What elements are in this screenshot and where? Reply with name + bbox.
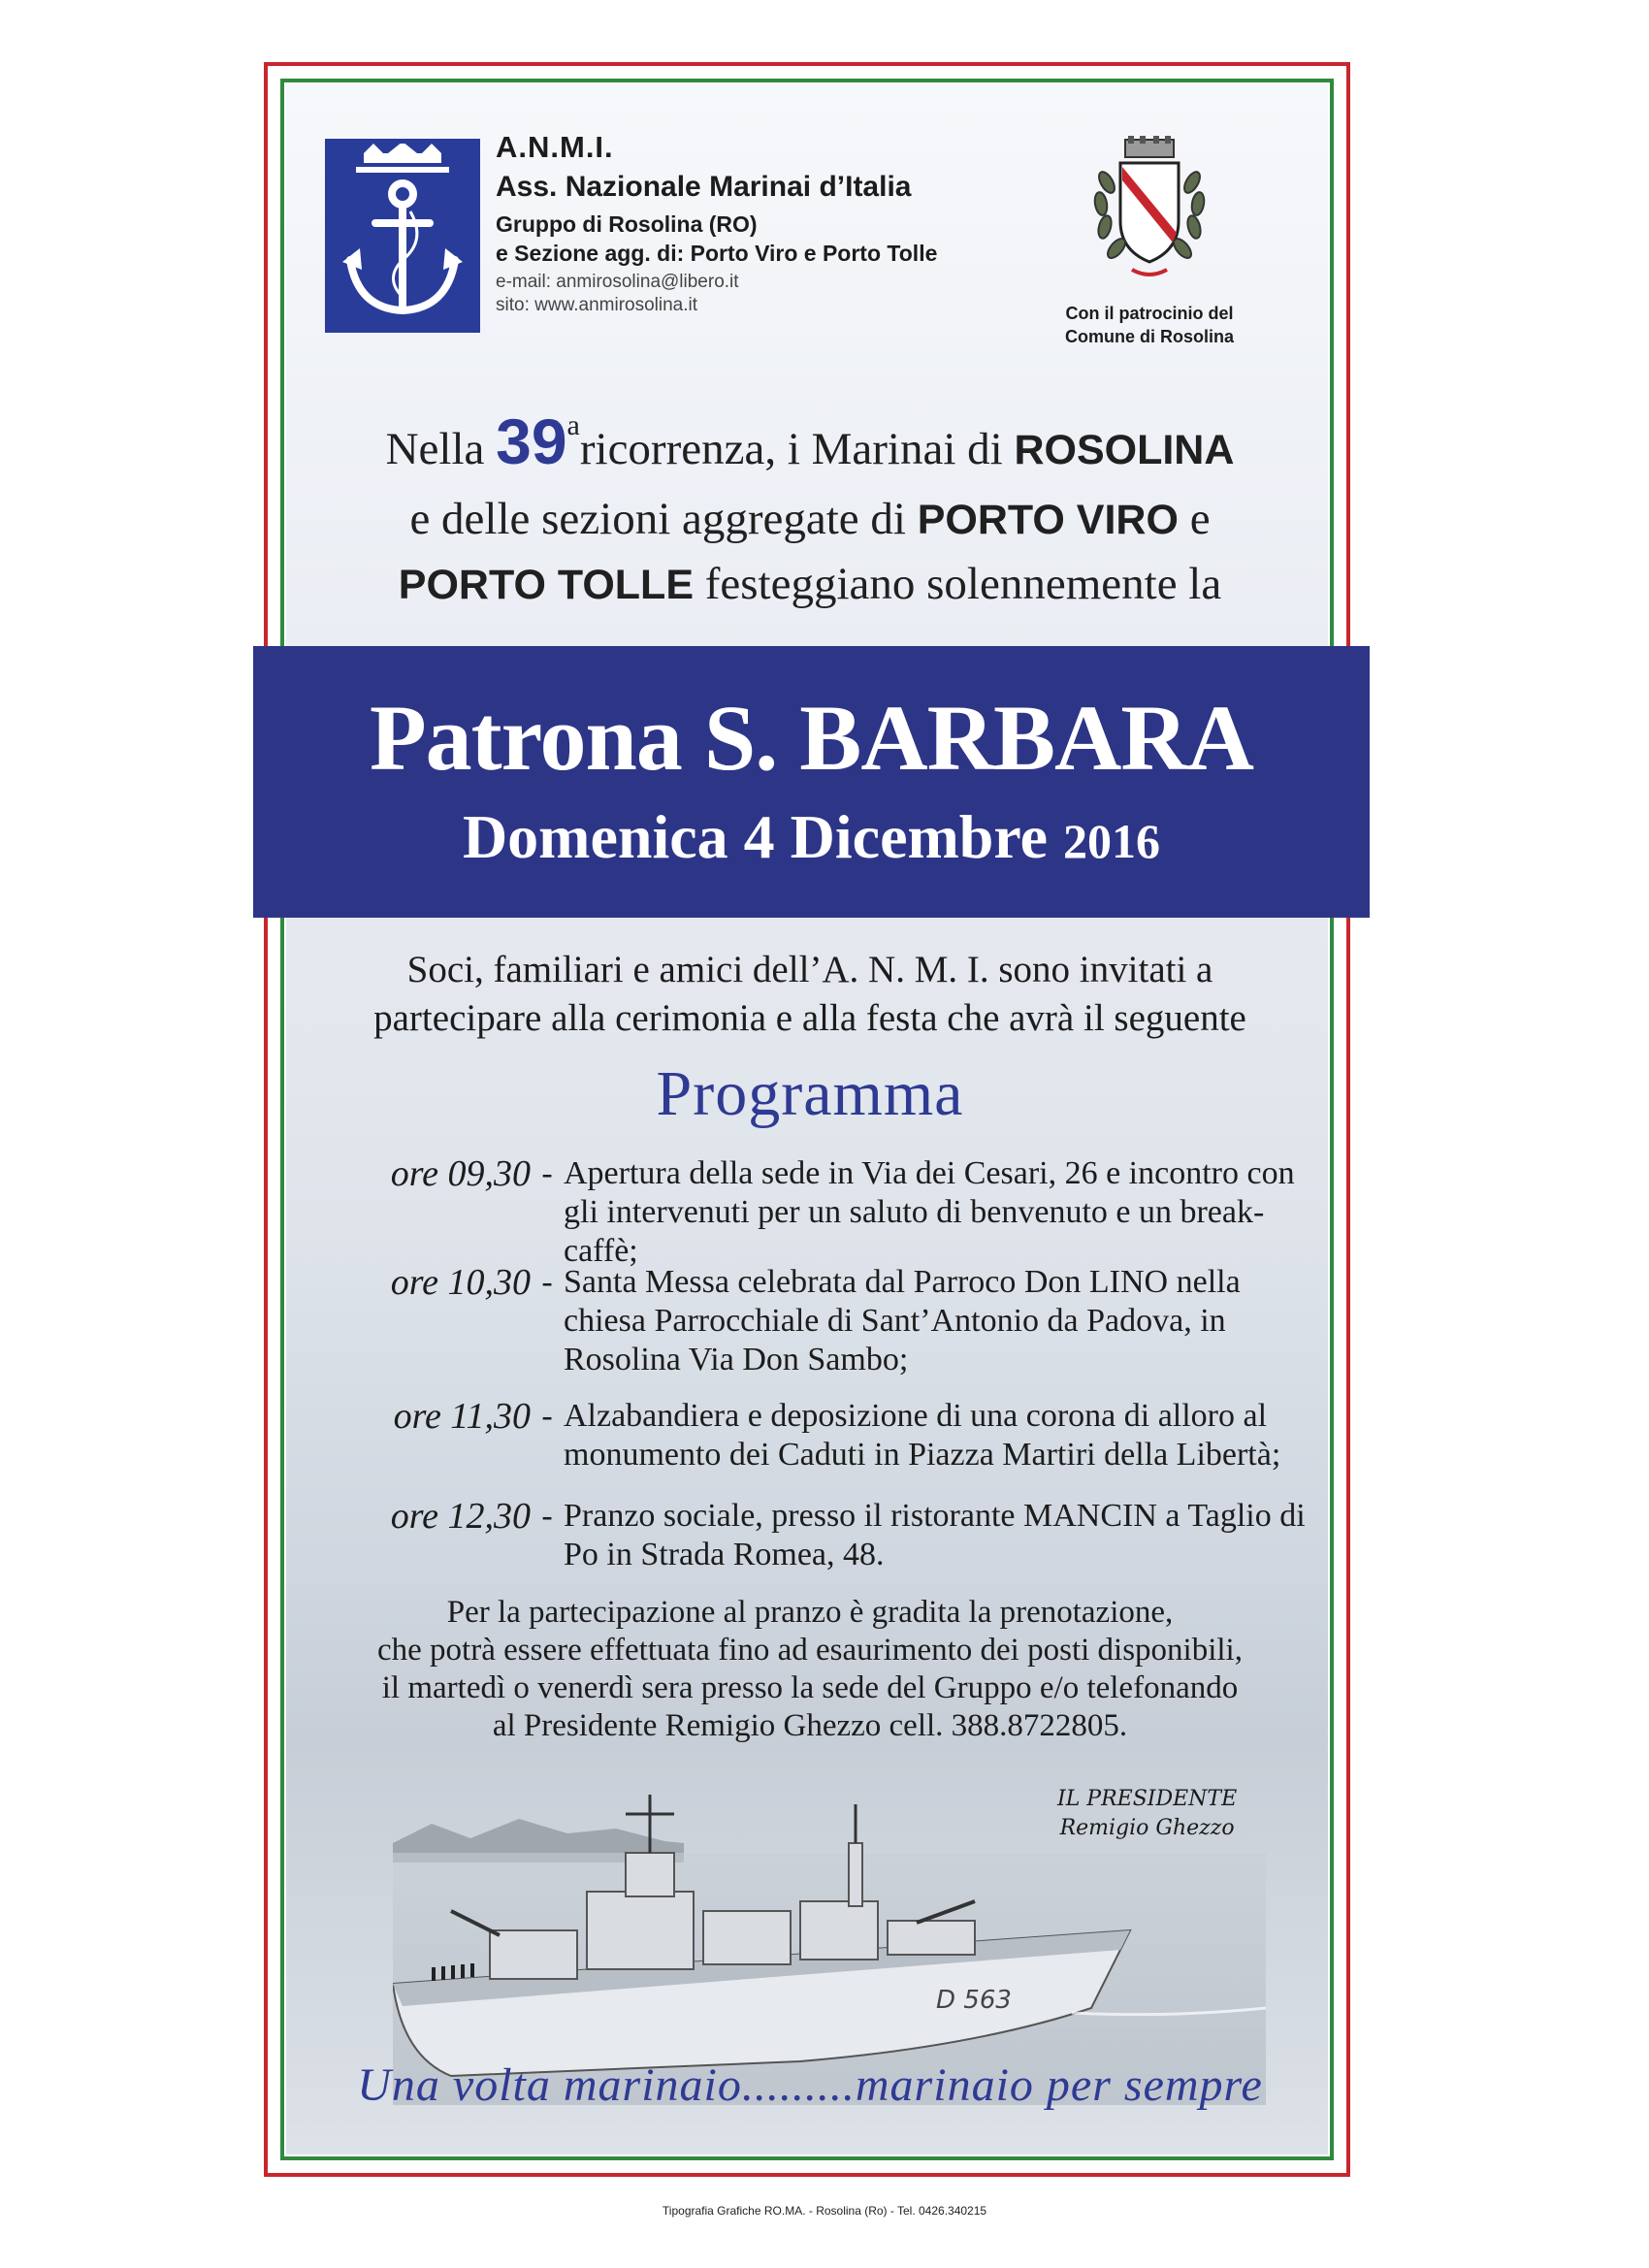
schedule-dash: -: [541, 1398, 553, 1434]
schedule-item: [335, 1263, 1314, 1379]
schedule-description: Santa Messa celebrata dal Parroco Don LINO nella chiesa Parrocchiale di Sant’Antonio da Padova, in Rosolina Via Don Sambo;: [564, 1264, 1241, 1377]
anmi-header: [496, 130, 937, 317]
motto: Una volta marinaio.........marinaio per sempre: [357, 2059, 1263, 2111]
schedule-description: Pranzo sociale, presso il ristorante MANCIN a Taglio di Po in Strada Romea, 48.: [564, 1498, 1306, 1572]
schedule-description: Apertura della sede in Via dei Cesari, 26 e incontro con gli intervenuti per un saluto di benvenuto e un break-caffè;: [564, 1155, 1295, 1269]
schedule-time: ore 11,30: [393, 1396, 531, 1437]
anmi-full-name: Ass. Nazionale Marinai d’Italia: [496, 171, 912, 203]
place-rosolina: ROSOLINA: [1014, 427, 1235, 473]
president-signature: [1057, 1785, 1237, 1843]
invitation-text: [310, 946, 1310, 1043]
comune-patronage: [1048, 134, 1251, 348]
anmi-logo: [325, 139, 480, 333]
closing-line4: al Presidente Remigio Ghezzo cell. 388.8722805.: [492, 1708, 1128, 1743]
comune-crest-icon: [1072, 134, 1227, 289]
programma-heading: Programma: [656, 1058, 964, 1129]
anniversary-number: 39: [496, 405, 567, 477]
schedule-time: ore 10,30: [390, 1262, 531, 1303]
comune-line2: Comune di Rosolina: [1064, 327, 1234, 346]
anchor-icon: [335, 144, 470, 328]
intro-part1: Nella: [385, 424, 497, 474]
schedule-dash: -: [541, 1155, 553, 1191]
event-date-day: Domenica 4 Dicembre: [462, 802, 1049, 871]
schedule-item: [335, 1397, 1314, 1474]
signature-role: IL PRESIDENTE: [1057, 1787, 1238, 1811]
comune-line1: Con il patrocinio del: [1065, 304, 1234, 323]
place-porto-viro: PORTO VIRO: [917, 497, 1179, 543]
anmi-group: Gruppo di Rosolina (RO): [496, 211, 758, 237]
schedule-time: ore 12,30: [390, 1496, 531, 1537]
event-date: [253, 801, 1370, 873]
intro-part3: e delle sezioni aggregate di: [409, 494, 918, 544]
anmi-website: sito: www.anmirosolina.it: [496, 295, 698, 315]
anmi-abbreviation: A.N.M.I.: [496, 130, 614, 164]
schedule-description: Alzabandiera e deposizione di una corona di alloro al monumento dei Caduti in Piazza Martiri della Libertà;: [564, 1398, 1281, 1473]
event-title: Patrona S. BARBARA: [370, 686, 1253, 790]
event-date-year: 2016: [1063, 814, 1161, 868]
intro-part5: festeggiano solennemente la: [694, 559, 1222, 609]
invitation-line1: Soci, familiari e amici dell’A. N. M. I. sono invitati a: [406, 949, 1213, 990]
closing-paragraph: [310, 1594, 1310, 1745]
schedule-time: ore 09,30: [390, 1153, 531, 1194]
schedule-item: [335, 1154, 1314, 1271]
closing-line2: che potrà essere effettuata fino ad esaurimento dei posti disponibili,: [377, 1633, 1243, 1668]
closing-line1: Per la partecipazione al pranzo è gradita la prenotazione,: [446, 1595, 1174, 1630]
anniversary-ordinal: a: [566, 409, 580, 441]
schedule-item: [335, 1497, 1314, 1574]
intro-part2: ricorrenza, i Marinai di: [579, 424, 1015, 474]
anmi-sections: e Sezione agg. di: Porto Viro e Porto Tolle: [496, 241, 938, 266]
title-banner: [253, 646, 1370, 918]
closing-line3: il martedì o venerdì sera presso la sede del Gruppo e/o telefonando: [381, 1670, 1239, 1705]
signature-name: Remigio Ghezzo: [1059, 1816, 1235, 1840]
place-porto-tolle: PORTO TOLLE: [398, 562, 694, 608]
schedule-dash: -: [541, 1264, 553, 1300]
anmi-email: e-mail: anmirosolina@libero.it: [496, 272, 739, 292]
invitation-line2: partecipare alla cerimonia e alla festa che avrà il seguente: [373, 997, 1246, 1039]
schedule-dash: -: [541, 1498, 553, 1534]
intro-paragraph: [310, 405, 1310, 617]
intro-part4: e: [1178, 494, 1211, 544]
printer-footer: Tipografia Grafiche RO.MA. - Rosolina (Ro) - Tel. 0426.340215: [662, 2204, 987, 2218]
ship-hull-number: D 563: [936, 1986, 1012, 2015]
